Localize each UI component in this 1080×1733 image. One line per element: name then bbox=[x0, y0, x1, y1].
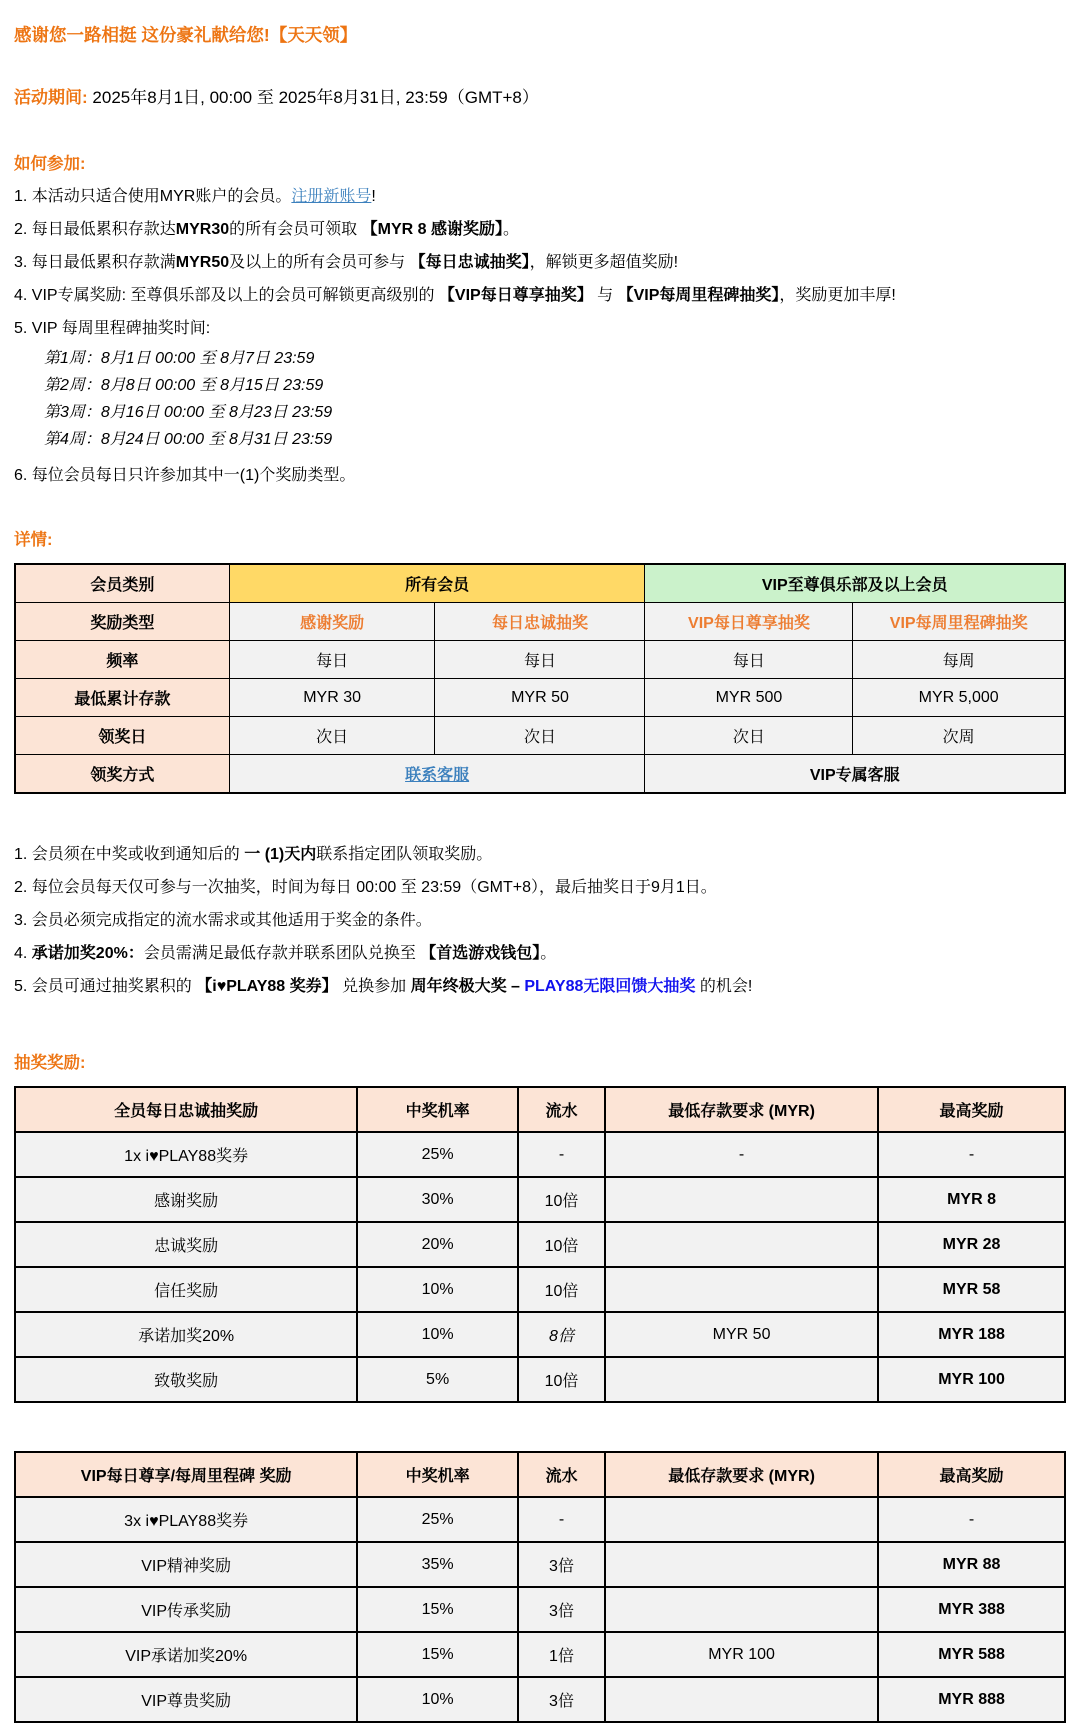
details-row-claim-method bbox=[15, 755, 1065, 794]
details-row-reward-type bbox=[15, 603, 1065, 641]
reward-name-cell: 致敬奖励 bbox=[15, 1357, 357, 1402]
reward-row bbox=[15, 1177, 1065, 1222]
header-cell: 流水 bbox=[518, 1087, 605, 1132]
value-cell: MYR 5,000 bbox=[853, 679, 1065, 717]
max-reward-cell: MYR 388 bbox=[878, 1587, 1065, 1632]
reward-name-cell: 忠诚奖励 bbox=[15, 1222, 357, 1267]
max-reward-cell: MYR 100 bbox=[878, 1357, 1065, 1402]
text-segment: ，奖励更加丰厚! bbox=[779, 287, 896, 304]
turnover-cell: 3倍 bbox=[518, 1677, 605, 1722]
claim-method-all-cell bbox=[229, 755, 645, 794]
min-deposit-cell bbox=[605, 1222, 878, 1267]
reward-row bbox=[15, 1632, 1065, 1677]
reward-row bbox=[15, 1497, 1065, 1542]
max-reward-cell: - bbox=[878, 1132, 1065, 1177]
group-all-members-cell: 所有会员 bbox=[229, 564, 645, 603]
max-reward-cell: MYR 888 bbox=[878, 1677, 1065, 1722]
how-to-item-4 bbox=[14, 285, 1066, 306]
register-account-link[interactable]: 注册新账号 bbox=[291, 188, 372, 205]
min-deposit-cell bbox=[605, 1357, 878, 1402]
value-cell: 次日 bbox=[435, 717, 645, 755]
max-reward-cell: MYR 28 bbox=[878, 1222, 1065, 1267]
chance-cell: 5% bbox=[357, 1357, 518, 1402]
text-segment: 的机会! bbox=[695, 978, 753, 995]
value-cell: 每日 bbox=[645, 641, 853, 679]
activity-period bbox=[14, 83, 1066, 108]
how-to-item-1-text: 1. 本活动只适合使用MYR账户的会员。 bbox=[14, 188, 292, 205]
max-reward-cell: - bbox=[878, 1497, 1065, 1542]
text-segment: 5. 会员可通过抽奖累积的 bbox=[14, 978, 197, 995]
turnover-cell: - bbox=[518, 1497, 605, 1542]
min-deposit-cell bbox=[605, 1267, 878, 1312]
min-deposit-cell bbox=[605, 1177, 878, 1222]
bold-segment: 承诺加奖20%： bbox=[31, 945, 144, 962]
rule-5 bbox=[14, 976, 1066, 997]
rules-section bbox=[14, 844, 1066, 997]
text-segment: 2. 每日最低累积存款达 bbox=[14, 221, 176, 238]
turnover-cell: 10倍 bbox=[518, 1222, 605, 1267]
text-segment: 的所有会员可领取 bbox=[229, 221, 362, 238]
header-cell: 最低存款要求 (MYR) bbox=[605, 1452, 878, 1497]
reward-name-cell: 1x i♥PLAY88奖券 bbox=[15, 1132, 357, 1177]
text-segment: 联系指定团队领取奖励。 bbox=[316, 846, 493, 863]
max-reward-cell: MYR 88 bbox=[878, 1542, 1065, 1587]
bold-segment: 【i♥PLAY88 奖券】 bbox=[196, 978, 338, 995]
text-segment: ，解锁更多超值奖励! bbox=[529, 254, 679, 271]
week-4: 第4周：8月24日 00:00 至 8月31日 23:59 bbox=[44, 431, 333, 448]
week-3: 第3周：8月16日 00:00 至 8月23日 23:59 bbox=[44, 404, 333, 421]
chance-cell: 10% bbox=[357, 1267, 518, 1312]
text-segment: 兑换参加 bbox=[337, 978, 411, 995]
rule-2: 2. 每位会员每天仅可参与一次抽奖，时间为每日 00:00 至 23:59（GMT+8），最后抽奖日于9月1日。 bbox=[14, 879, 717, 896]
chance-cell: 35% bbox=[357, 1542, 518, 1587]
value-cell: 每周 bbox=[853, 641, 1065, 679]
turnover-cell: 10倍 bbox=[518, 1267, 605, 1312]
reward-name-cell: VIP精神奖励 bbox=[15, 1542, 357, 1587]
value-cell: MYR 30 bbox=[229, 679, 435, 717]
max-reward-cell: MYR 8 bbox=[878, 1177, 1065, 1222]
how-to-heading: 如何参加: bbox=[14, 155, 86, 173]
bold-segment: MYR50 bbox=[175, 254, 230, 271]
min-deposit-cell bbox=[605, 1497, 878, 1542]
rule-3: 3. 会员必须完成指定的流水需求或其他适用于奖金的条件。 bbox=[14, 912, 432, 929]
reward-row bbox=[15, 1132, 1065, 1177]
bold-segment: 【首选游戏钱包】 bbox=[420, 945, 541, 962]
vip-draw-table bbox=[14, 1451, 1066, 1723]
min-deposit-cell: MYR 50 bbox=[605, 1312, 878, 1357]
chance-cell: 15% bbox=[357, 1632, 518, 1677]
value-cell: 次日 bbox=[645, 717, 853, 755]
reward-row bbox=[15, 1542, 1065, 1587]
reward-row bbox=[15, 1357, 1065, 1402]
max-reward-cell: MYR 588 bbox=[878, 1632, 1065, 1677]
text-segment: 3. 每日最低累积存款满 bbox=[14, 254, 176, 271]
max-reward-cell: MYR 188 bbox=[878, 1312, 1065, 1357]
chance-cell: 10% bbox=[357, 1312, 518, 1357]
activity-period-label: 活动期间: bbox=[14, 88, 88, 107]
header-cell: 最高奖励 bbox=[878, 1087, 1065, 1132]
value-cell: 次日 bbox=[229, 717, 435, 755]
text-segment: 1. 会员须在中奖或收到通知后的 bbox=[14, 846, 245, 863]
how-to-item-5: 5. VIP 每周里程碑抽奖时间: bbox=[14, 320, 211, 337]
reward-name-cell: VIP承诺加奖20% bbox=[15, 1632, 357, 1677]
chance-cell: 15% bbox=[357, 1587, 518, 1632]
row-label-cell: 最低累计存款 bbox=[15, 679, 229, 717]
bold-segment: 一 (1)天内 bbox=[244, 846, 317, 863]
reward-name-cell: VIP尊贵奖励 bbox=[15, 1677, 357, 1722]
row-label-cell: 领奖日 bbox=[15, 717, 229, 755]
header-cell: 中奖机率 bbox=[357, 1087, 518, 1132]
min-deposit-cell bbox=[605, 1677, 878, 1722]
min-deposit-cell bbox=[605, 1542, 878, 1587]
turnover-cell: 3倍 bbox=[518, 1542, 605, 1587]
table-header-row bbox=[15, 1452, 1065, 1497]
header-cell: 流水 bbox=[518, 1452, 605, 1497]
reward-name-cell: 3x i♥PLAY88奖券 bbox=[15, 1497, 357, 1542]
row-label-cell: 领奖方式 bbox=[15, 755, 229, 794]
header-cell: VIP每日尊享/每周里程碑 奖励 bbox=[15, 1452, 357, 1497]
chance-cell: 10% bbox=[357, 1677, 518, 1722]
value-cell: 次周 bbox=[853, 717, 1065, 755]
header-cell: 最高奖励 bbox=[878, 1452, 1065, 1497]
bold-segment: MYR30 bbox=[175, 221, 230, 238]
page-title: 感谢您一路相挺 这份豪礼献给您!【天天领】 bbox=[14, 25, 358, 45]
header-cell: 最低存款要求 (MYR) bbox=[605, 1087, 878, 1132]
turnover-cell: 10倍 bbox=[518, 1177, 605, 1222]
turnover-cell: 1倍 bbox=[518, 1632, 605, 1677]
turnover-cell: 3倍 bbox=[518, 1587, 605, 1632]
text-segment: 及以上的所有会员可参与 bbox=[229, 254, 410, 271]
lottery-rewards-heading: 抽奖奖励: bbox=[14, 1054, 86, 1072]
activity-period-value: 2025年8月1日, 00:00 至 2025年8月31日, 23:59（GMT+8） bbox=[92, 88, 539, 107]
rule-4 bbox=[14, 943, 1066, 964]
text-segment: 。 bbox=[540, 945, 557, 962]
value-cell: VIP每日尊享抽奖 bbox=[645, 603, 853, 641]
text-segment: 会员需满足最低存款并联系团队兑换至 bbox=[143, 945, 421, 962]
chance-cell: 20% bbox=[357, 1222, 518, 1267]
turnover-cell: 8倍 bbox=[518, 1312, 605, 1357]
milestone-week-schedule bbox=[44, 345, 1066, 453]
turnover-cell: - bbox=[518, 1132, 605, 1177]
reward-row bbox=[15, 1312, 1065, 1357]
text-segment: 与 bbox=[592, 287, 618, 304]
bold-segment: 【VIP每日尊享抽奖】 bbox=[438, 287, 593, 304]
bold-segment: 【VIP每周里程碑抽奖】 bbox=[617, 287, 780, 304]
header-cell: 全员每日忠诚抽奖励 bbox=[15, 1087, 357, 1132]
table-header-row bbox=[15, 1087, 1065, 1132]
details-row-frequency bbox=[15, 641, 1065, 679]
week-1: 第1周：8月1日 00:00 至 8月7日 23:59 bbox=[44, 350, 315, 367]
value-cell: 每日 bbox=[435, 641, 645, 679]
grand-draw-link[interactable]: PLAY88无限回馈大抽奖 bbox=[524, 978, 696, 995]
how-to-item-2 bbox=[14, 219, 1066, 240]
reward-row bbox=[15, 1587, 1065, 1632]
how-to-item-1 bbox=[14, 186, 1066, 207]
value-cell: 感谢奖励 bbox=[229, 603, 435, 641]
contact-support-link[interactable]: 联系客服 bbox=[405, 767, 470, 784]
chance-cell: 30% bbox=[357, 1177, 518, 1222]
how-to-item-6: 6. 每位会员每日只许参加其中一(1)个奖励类型。 bbox=[14, 467, 356, 484]
min-deposit-cell: - bbox=[605, 1132, 878, 1177]
header-cell: 中奖机率 bbox=[357, 1452, 518, 1497]
how-to-item-1-suffix: ! bbox=[371, 188, 376, 205]
bold-segment: 【MYR 8 感谢奖励】 bbox=[361, 221, 503, 238]
value-cell: 每日 bbox=[229, 641, 435, 679]
details-row-category bbox=[15, 564, 1065, 603]
reward-row bbox=[15, 1222, 1065, 1267]
details-row-min-deposit bbox=[15, 679, 1065, 717]
group-vip-members-cell: VIP至尊俱乐部及以上会员 bbox=[645, 564, 1065, 603]
rule-1 bbox=[14, 844, 1066, 865]
bold-segment: 【每日忠诚抽奖】 bbox=[409, 254, 530, 271]
text-segment: 。 bbox=[502, 221, 519, 238]
bold-segment: 周年终极大奖 – bbox=[410, 978, 525, 995]
value-cell: 每日忠诚抽奖 bbox=[435, 603, 645, 641]
reward-row bbox=[15, 1677, 1065, 1722]
row-label-cell: 奖励类型 bbox=[15, 603, 229, 641]
value-cell: VIP每周里程碑抽奖 bbox=[853, 603, 1065, 641]
details-heading: 详情: bbox=[14, 531, 53, 549]
text-segment: 4. bbox=[14, 945, 32, 962]
reward-name-cell: 信任奖励 bbox=[15, 1267, 357, 1312]
chance-cell: 25% bbox=[357, 1132, 518, 1177]
min-deposit-cell bbox=[605, 1587, 878, 1632]
reward-name-cell: 承诺加奖20% bbox=[15, 1312, 357, 1357]
loyalty-draw-table bbox=[14, 1086, 1066, 1403]
reward-name-cell: 感谢奖励 bbox=[15, 1177, 357, 1222]
details-row-claim-day bbox=[15, 717, 1065, 755]
category-label-cell: 会员类别 bbox=[15, 564, 229, 603]
how-to-item-3 bbox=[14, 252, 1066, 273]
turnover-cell: 10倍 bbox=[518, 1357, 605, 1402]
value-cell: MYR 50 bbox=[435, 679, 645, 717]
row-label-cell: 频率 bbox=[15, 641, 229, 679]
reward-name-cell: VIP传承奖励 bbox=[15, 1587, 357, 1632]
text-segment: 4. VIP专属奖励: 至尊俱乐部及以上的会员可解锁更高级别的 bbox=[14, 287, 439, 304]
value-cell: MYR 500 bbox=[645, 679, 853, 717]
week-2: 第2周：8月8日 00:00 至 8月15日 23:59 bbox=[44, 377, 324, 394]
min-deposit-cell: MYR 100 bbox=[605, 1632, 878, 1677]
reward-row bbox=[15, 1267, 1065, 1312]
max-reward-cell: MYR 58 bbox=[878, 1267, 1065, 1312]
chance-cell: 25% bbox=[357, 1497, 518, 1542]
claim-method-vip-cell: VIP专属客服 bbox=[645, 755, 1065, 794]
details-table bbox=[14, 563, 1066, 794]
